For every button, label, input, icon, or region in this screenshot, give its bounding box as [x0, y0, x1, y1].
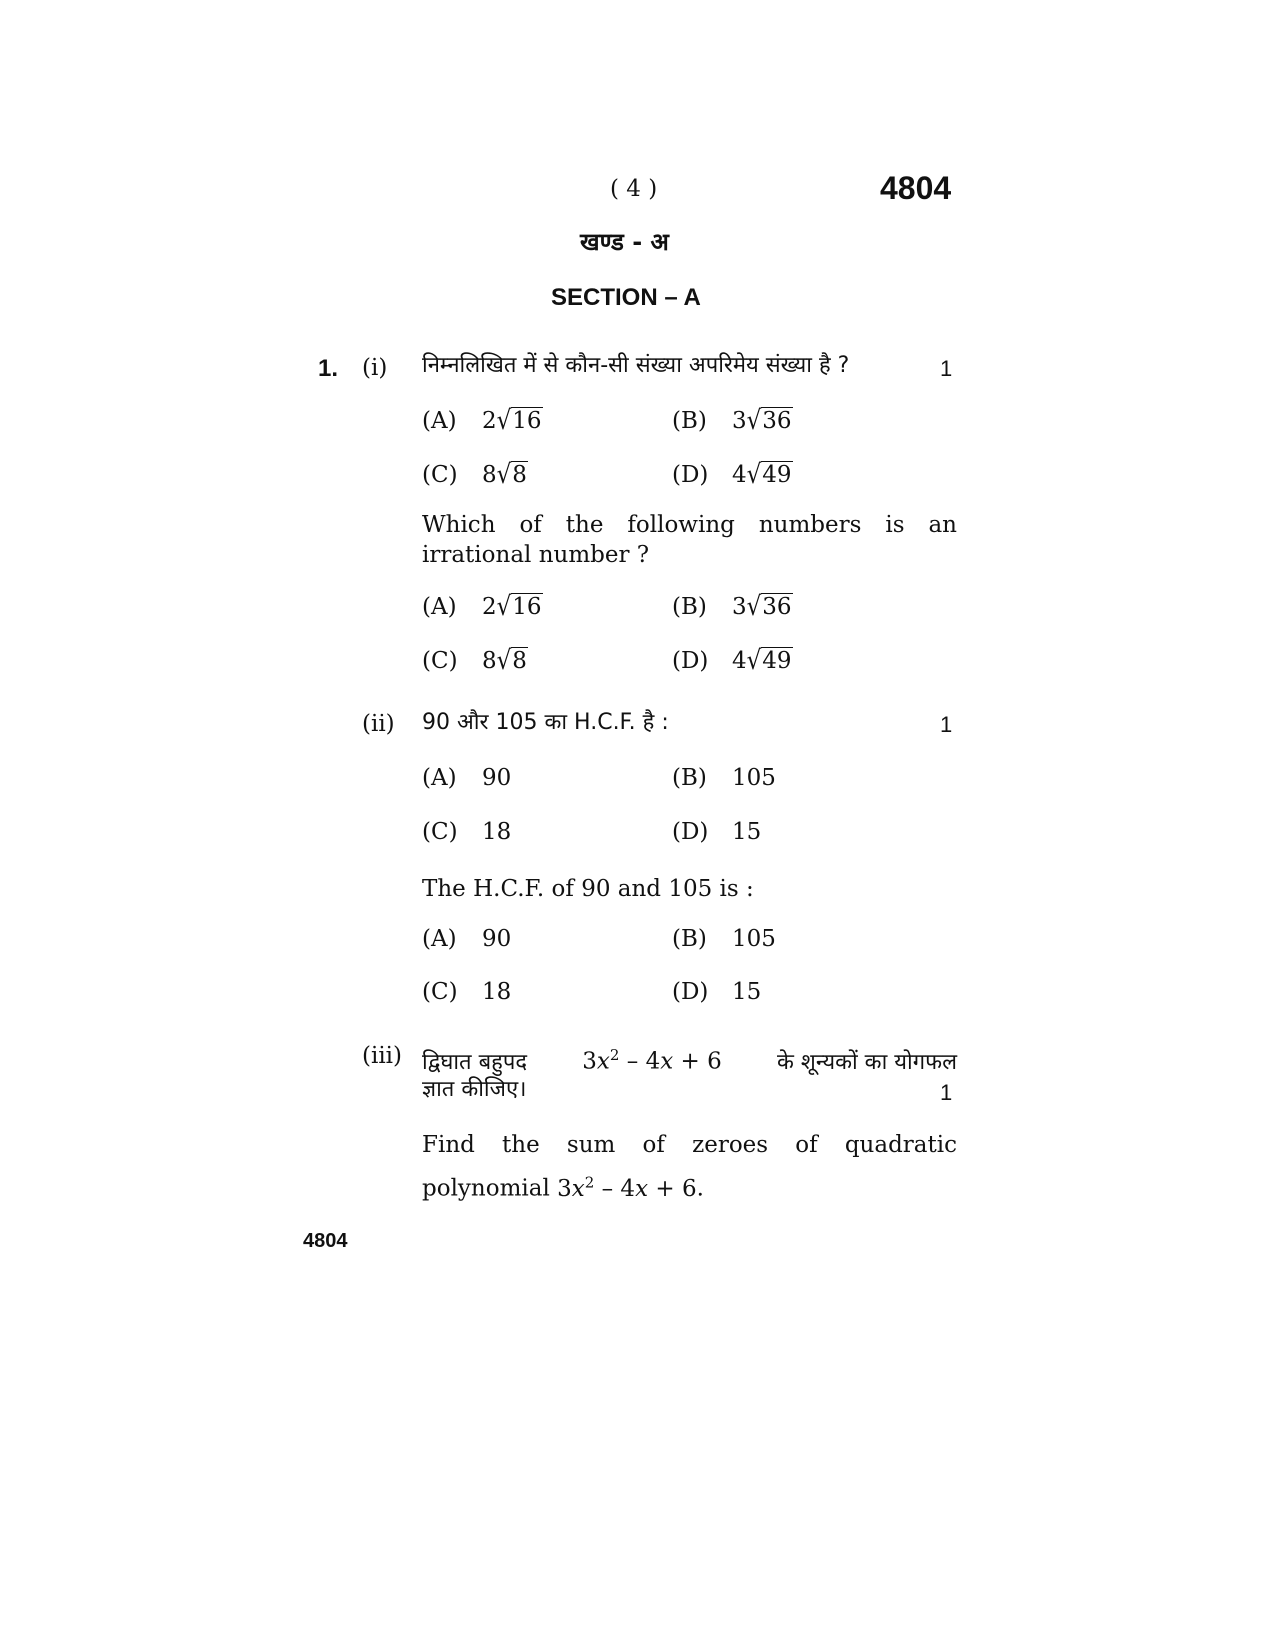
sqrt-symbol: √36: [746, 592, 792, 622]
part-ii-marks: 1: [940, 712, 953, 737]
option-coef: 4: [732, 648, 747, 674]
option-radicand: 49: [762, 648, 792, 674]
polynomial-expression: [557, 1173, 697, 1202]
option-label: (D): [672, 819, 709, 845]
option-ii-d: [672, 819, 761, 845]
poly-coef: 3: [582, 1048, 597, 1075]
part-iii-text-hindi-line2: ज्ञात कीजिए।: [422, 1077, 527, 1102]
hindi-text-after: के शून्यकों का योगफल: [777, 1049, 957, 1075]
section-title-hindi: खण्ड - अ: [580, 228, 669, 256]
option-radicand: 8: [512, 648, 527, 674]
option-label: (C): [422, 648, 458, 674]
section-title-english: SECTION – A: [551, 284, 701, 311]
option-coef: 8: [482, 462, 497, 488]
option-label: (C): [422, 462, 458, 488]
option-value: 15: [732, 819, 762, 845]
period: .: [696, 1175, 704, 1202]
option-label: (B): [672, 408, 707, 434]
poly-var: x: [571, 1175, 585, 1202]
option-label: (D): [672, 979, 709, 1005]
option-radicand: 16: [512, 594, 542, 620]
option-label: (D): [672, 648, 709, 674]
option-label: (A): [422, 926, 457, 952]
poly-coef: 3: [557, 1175, 572, 1202]
option-value: 18: [482, 819, 512, 845]
option-label: (B): [672, 594, 707, 620]
poly-exp: 2: [584, 1173, 595, 1191]
poly-middle: – 4: [601, 1175, 636, 1202]
poly-exp: 2: [609, 1046, 620, 1064]
sqrt-symbol: √49: [746, 460, 792, 490]
option-ii-b: [672, 765, 776, 791]
part-label-iii: (iii): [362, 1043, 403, 1069]
poly-middle: – 4: [626, 1048, 661, 1075]
sqrt-symbol: √16: [496, 592, 542, 622]
page-number: ( 4 ): [610, 176, 658, 202]
option-ii-c: [422, 819, 511, 845]
option-ii-a-english: [422, 926, 511, 952]
option-coef: 8: [482, 648, 497, 674]
part-label-i: (i): [362, 355, 388, 381]
part-i-marks: 1: [940, 356, 953, 381]
part-iii-text-english-line2: [422, 1164, 957, 1207]
sqrt-symbol: √8: [496, 646, 527, 676]
option-coef: 2: [482, 408, 497, 434]
option-value: 105: [732, 926, 776, 952]
option-i-c: [422, 462, 528, 488]
option-coef: 4: [732, 462, 747, 488]
poly-var: x: [660, 1048, 674, 1075]
option-i-b-english: [672, 594, 793, 620]
option-ii-d-english: [672, 979, 761, 1005]
option-radicand: 36: [762, 594, 792, 620]
option-ii-c-english: [422, 979, 511, 1005]
hindi-text-before: द्विघात बहुपद: [422, 1049, 528, 1075]
part-i-text-hindi: निम्नलिखित में से कौन-सी संख्या अपरिमेय संख्या है ?: [422, 353, 850, 378]
option-value: 105: [732, 765, 776, 791]
sqrt-symbol: √16: [496, 406, 542, 436]
option-label: (A): [422, 765, 457, 791]
option-radicand: 8: [512, 462, 527, 488]
english-prefix: polynomial: [422, 1175, 550, 1202]
option-value: 18: [482, 979, 512, 1005]
option-i-c-english: [422, 648, 528, 674]
option-label: (A): [422, 408, 457, 434]
part-i-text-english: Which of the following numbers is an irrational number ?: [422, 512, 957, 568]
poly-var: x: [635, 1175, 649, 1202]
option-label: (C): [422, 819, 458, 845]
poly-const: + 6: [655, 1175, 697, 1202]
option-ii-b-english: [672, 926, 776, 952]
part-iii-marks: 1: [940, 1080, 953, 1105]
option-value: 90: [482, 765, 512, 791]
option-value: 90: [482, 926, 512, 952]
option-radicand: 36: [762, 408, 792, 434]
option-i-b: [672, 408, 793, 434]
option-i-d: [672, 462, 793, 488]
option-ii-a: [422, 765, 511, 791]
option-i-a-english: [422, 594, 543, 620]
option-coef: 3: [732, 408, 747, 434]
sqrt-symbol: √8: [496, 460, 527, 490]
option-coef: 3: [732, 594, 747, 620]
sqrt-symbol: √36: [746, 406, 792, 436]
question-number: 1.: [318, 355, 339, 382]
paper-code-top: 4804: [880, 170, 952, 206]
option-coef: 2: [482, 594, 497, 620]
paper-code-bottom: 4804: [303, 1230, 348, 1252]
option-label: (C): [422, 979, 458, 1005]
poly-var: x: [596, 1048, 610, 1075]
option-radicand: 16: [512, 408, 542, 434]
sqrt-symbol: √49: [746, 646, 792, 676]
option-label: (B): [672, 926, 707, 952]
option-label: (D): [672, 462, 709, 488]
option-i-a: [422, 408, 543, 434]
option-radicand: 49: [762, 462, 792, 488]
part-label-ii: (ii): [362, 711, 395, 737]
option-i-d-english: [672, 648, 793, 674]
option-label: (B): [672, 765, 707, 791]
part-ii-text-english: The H.C.F. of 90 and 105 is :: [422, 876, 754, 902]
option-value: 15: [732, 979, 762, 1005]
poly-const: + 6: [680, 1048, 722, 1075]
part-iii-text-english-line1: Find the sum of zeroes of quadratic: [422, 1132, 957, 1158]
option-label: (A): [422, 594, 457, 620]
part-ii-text-hindi: 90 और 105 का H.C.F. है :: [422, 710, 669, 735]
